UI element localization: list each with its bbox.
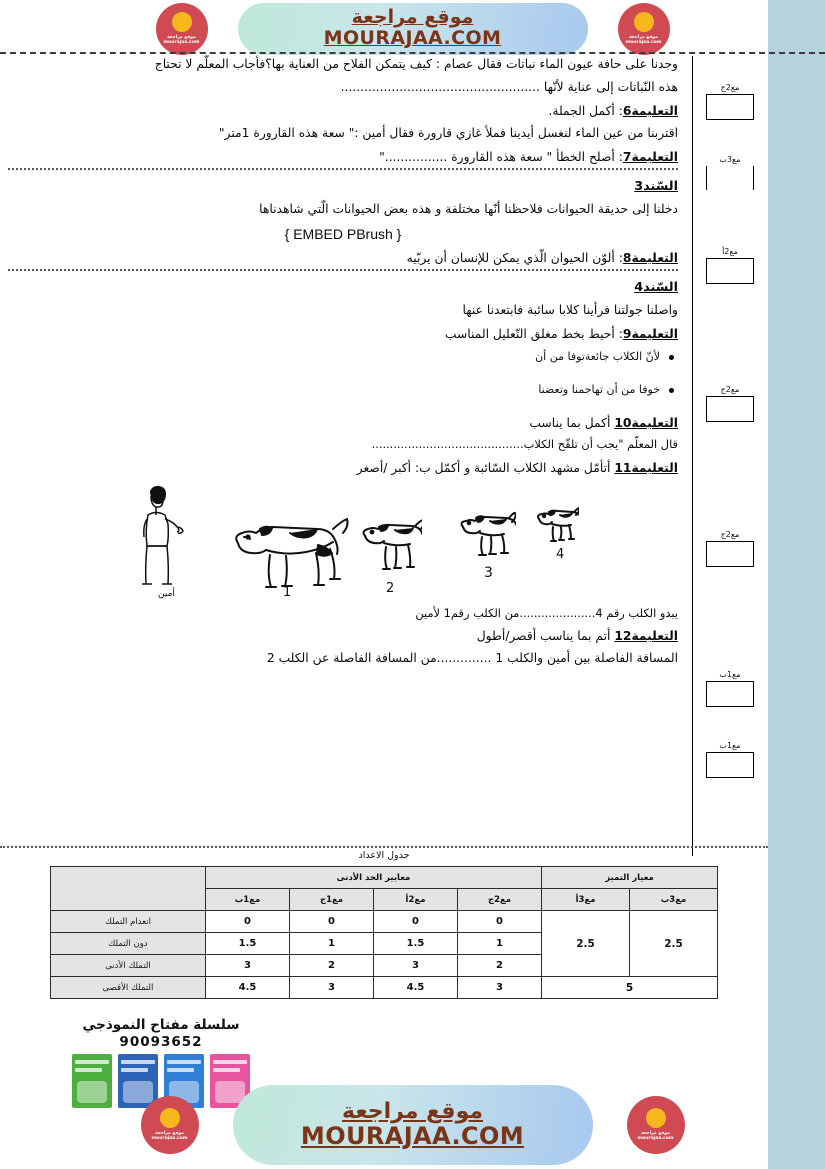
badge-text: موقع مراجعة mourajaa.com — [151, 1130, 188, 1141]
table-row — [50, 977, 717, 999]
reason-option-2[interactable]: خوفا من أن تهاجمنا وتعضنا — [8, 383, 678, 396]
exc-total: 5 — [542, 977, 718, 999]
mark-box[interactable] — [706, 541, 754, 567]
instruction-11-tag: التعليمة11 — [614, 460, 678, 475]
cell-r3-c3: 4.5 — [205, 977, 289, 999]
instruction-12-text: أتم بما يناسب أقصر/أطول — [476, 629, 615, 644]
instruction-12-tag: التعليمة12 — [614, 629, 678, 644]
cell-r3-c0: 3 — [458, 977, 542, 999]
cell-r0-c3: 0 — [205, 911, 289, 933]
cell-r0-c0: 0 — [458, 911, 542, 933]
sanad-4-title: السّند4 — [634, 279, 678, 295]
mark-box[interactable] — [706, 258, 754, 284]
section-divider — [8, 269, 678, 271]
publisher-logo — [46, 1018, 276, 1108]
mark-box[interactable] — [706, 166, 754, 190]
instruction-6-tag: التعليمة6 — [622, 103, 678, 118]
publisher-phone: 90093652 — [119, 1033, 203, 1050]
top-divider — [0, 52, 825, 54]
cell-r1-c3: 1.5 — [205, 933, 289, 955]
col-exc-3a: مع3أ — [542, 889, 630, 911]
mark-box[interactable] — [706, 752, 754, 778]
header-rowlabel-corner — [50, 867, 205, 911]
mark-label: مع2ج — [720, 83, 740, 92]
mark-label: مع3ب — [719, 155, 741, 164]
sanad-3-text: دخلنا إلى حديقة الحيوانات فلاحظنا أنّها مختلفة و هذه بعض الحيوانات الّتي شاهدناها — [259, 201, 678, 216]
table-row — [50, 911, 717, 933]
cell-r2-c2: 2 — [290, 955, 374, 977]
book-cover-icon — [164, 1054, 204, 1108]
mark-slot — [701, 742, 759, 778]
cell-r3-c2: 3 — [290, 977, 374, 999]
row-label-3: التملك الأقصى — [50, 977, 205, 999]
compare-line: يبدو الكلب رقم 4.....................من الكلب رقم1 لأمين — [415, 605, 678, 620]
instruction-11-text: أتأمّل مشهد الكلاب السّائبة و أكمّل ب: أكبر /أصغر — [356, 460, 615, 475]
dog-4-icon — [535, 507, 579, 549]
mark-label: مع1ب — [719, 670, 741, 679]
mark-slot — [701, 531, 759, 567]
cell-r0-c2: 0 — [290, 911, 374, 933]
mark-label: مع2ج — [720, 385, 740, 394]
scoring-table — [50, 866, 718, 999]
col-exc-3b: مع3ب — [630, 889, 718, 911]
instruction-8 — [8, 251, 678, 265]
exc-merged-3a: 2.5 — [542, 911, 630, 977]
person-amin-icon — [126, 483, 188, 591]
sanad-4-text: واصلنا جولتنا فرأينا كلابا سائبة فابتعدنا عنها — [462, 302, 678, 317]
book-cover-icon — [72, 1054, 112, 1108]
header-minimum-group: معايير الحد الأدنى — [205, 867, 541, 889]
dogs-scene — [8, 477, 678, 602]
table-group-header-row — [50, 867, 717, 889]
row-label-1: دون التملك — [50, 933, 205, 955]
section-divider — [8, 168, 678, 170]
mark-slot — [701, 84, 759, 120]
cell-r1-c0: 1 — [458, 933, 542, 955]
dog-3-icon — [458, 511, 516, 566]
mark-box[interactable] — [706, 94, 754, 120]
bottle-line: اقتربنا من عين الماء لنغسل أيدينا فملأ غازي قارورة فقال أمين :" سعة هذه القارورة 1متر" — [218, 125, 678, 140]
cell-r1-c2: 1 — [290, 933, 374, 955]
mark-slot — [701, 386, 759, 422]
mark-slot — [701, 156, 759, 190]
mark-label: مع1ب — [719, 741, 741, 750]
badge-text: موقع مراجعة mourajaa.com — [637, 1130, 674, 1141]
instruction-10-tag: التعليمة10 — [614, 415, 678, 430]
instruction-6-text: : أكمل الجملة. — [548, 103, 623, 118]
person-label: أمين — [158, 588, 175, 599]
badge-text: موقع مراجعة mourajaa.com — [625, 34, 662, 45]
watermark-arabic: موقع مراجعة — [351, 6, 474, 29]
col-min-1c: مع1ج — [290, 889, 374, 911]
exc-merged-3b: 2.5 — [630, 911, 718, 977]
instruction-7-text: : أصلح الخطأ " سعة هذه القارورة ................" — [379, 149, 623, 164]
dog-3-number: 3 — [484, 564, 493, 581]
intro-line-1: وجدنا على حافة عيون الماء نباتات فقال عصام : كيف يتمكن الفلاح من العناية بها؟فأجاب المعلّم لا تحتاج — [154, 57, 678, 71]
instruction-11 — [8, 461, 678, 475]
watermark-domain: MOURAJAA.COM — [323, 27, 502, 50]
header-excellence-group: معيار التميز — [542, 867, 718, 889]
instruction-9 — [8, 327, 678, 341]
col-min-2a: مع2أ — [374, 889, 458, 911]
mark-slot — [701, 248, 759, 284]
publisher-name: سلسلة مفتاح النموذجي — [82, 1017, 240, 1033]
instruction-7-tag: التعليمة7 — [622, 149, 678, 164]
instruction-6 — [8, 104, 678, 118]
sanad-3-title: السّند3 — [634, 178, 678, 194]
cell-r1-c1: 1.5 — [374, 933, 458, 955]
instruction-9-tag: التعليمة9 — [622, 326, 678, 341]
dog-2-number: 2 — [386, 580, 395, 596]
scoring-table-wrap — [0, 850, 768, 999]
mark-label: مع2أ — [722, 247, 738, 256]
instruction-10-text: أكمل بما يناسب — [529, 415, 615, 430]
cell-r2-c1: 3 — [374, 955, 458, 977]
mark-box[interactable] — [706, 396, 754, 422]
dog-2-icon — [360, 519, 422, 581]
instruction-8-text: : ألوّن الحيوان الّذي يمكن للإنسان أن يربّيه — [406, 250, 623, 265]
row-label-0: انعدام التملك — [50, 911, 205, 933]
col-min-1b: مع1ب — [205, 889, 289, 911]
cell-r0-c1: 0 — [374, 911, 458, 933]
instruction-10-blank-line: قال المعلّم "يجب أن تلقّح الكلاب.......................................... — [371, 436, 678, 451]
book-cover-icon — [118, 1054, 158, 1108]
intro-line-2: هذه النّباتات إلى عناية لأنّها ................................................... — [340, 79, 678, 94]
mark-label: مع2ج — [720, 530, 740, 539]
mark-slot — [701, 671, 759, 707]
col-min-2c: مع2ج — [458, 889, 542, 911]
table-top-divider — [0, 846, 768, 848]
mark-box[interactable] — [706, 681, 754, 707]
reason-options-list — [8, 350, 678, 396]
badge-text: موقع مراجعة mourajaa.com — [163, 34, 200, 45]
distance-line: المسافة الفاصلة بين أمين والكلب 1 ..............من المسافة الفاصلة عن الكلب 2 — [266, 651, 678, 666]
book-covers — [46, 1054, 276, 1108]
watermark-domain: MOURAJAA.COM — [300, 1121, 525, 1150]
instruction-10 — [8, 416, 678, 430]
instruction-8-tag: التعليمة8 — [622, 250, 678, 265]
table-caption: جدول الاعداد — [358, 850, 410, 861]
instruction-12 — [8, 629, 678, 643]
cell-r2-c0: 2 — [458, 955, 542, 977]
instruction-7 — [8, 150, 678, 164]
watermark-arabic: موقع مراجعة — [342, 1098, 483, 1124]
embed-placeholder: { EMBED PBrush } — [284, 225, 402, 242]
row-label-2: التملك الأدنى — [50, 955, 205, 977]
cell-r3-c1: 4.5 — [374, 977, 458, 999]
dog-4-number: 4 — [556, 546, 565, 562]
instruction-9-text: : أحيط بخط مغلق التّعليل المناسب — [444, 326, 623, 341]
marking-column — [692, 56, 768, 856]
content-column — [0, 56, 692, 856]
cell-r2-c3: 3 — [205, 955, 289, 977]
dog-1-number: 1 — [283, 584, 292, 600]
reason-option-1[interactable]: لأنّ الكلاب جائعةتوفا من أن — [8, 350, 678, 363]
book-cover-icon — [210, 1054, 250, 1108]
document-body — [0, 56, 768, 856]
